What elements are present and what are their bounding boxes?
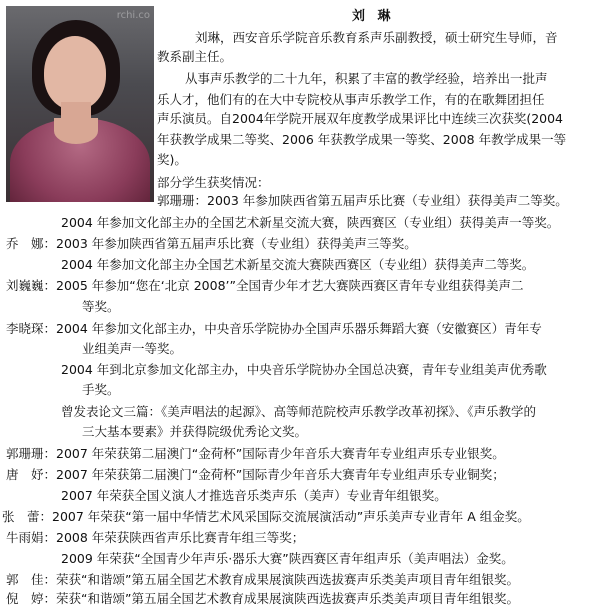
award-line: 郭珊珊：2003 年参加陕西省第五届声乐比赛（专业组）获得美声二等奖。 <box>157 193 568 208</box>
bio-line: 教系副主任。 <box>157 49 233 64</box>
award-line: 2004 年到北京参加文化部主办，中央音乐学院协办全国总决赛，青年专业组美声优秀歌 <box>61 362 547 377</box>
page-title: 刘 琳 <box>352 9 395 24</box>
award-line: 2004 年参加文化部主办的全国艺术新星交流大赛，陕西赛区（专业组）获得美声一等奖。 <box>61 215 560 230</box>
portrait-face <box>44 36 106 110</box>
award-line: 2004 年参加文化部主办全国艺术新星交流大赛陕西赛区（专业组）获得美声二等奖。 <box>61 257 535 272</box>
award-line: 业组美声一等奖。 <box>82 341 183 356</box>
awards-heading: 部分学生获奖情况： <box>157 175 270 190</box>
award-line: 乔 娜：2003 年参加陕西省第五届声乐比赛（专业组）获得美声三等奖。 <box>6 236 417 251</box>
award-line: 牛雨娟：2008 年荣获陕西省声乐比赛青年组三等奖； <box>6 530 305 545</box>
photo-watermark: rchi.co <box>116 10 150 21</box>
bio-line: 刘琳，西安音乐学院音乐教育系声乐副教授，硕士研究生导师，音 <box>195 30 558 45</box>
bio-line: 奖)。 <box>157 152 187 167</box>
award-line: 刘巍巍：2005 年参加“您在‘北京 2008’”全国青少年才艺大赛陕西赛区青年专业组获得美声二 <box>6 278 524 293</box>
portrait-collar <box>54 118 98 144</box>
bio-line: 从事声乐教学的二十九年，积累了丰富的教学经验，培养出一批声 <box>185 71 548 86</box>
award-line: 郭珊珊：2007 年荣获第二届澳门“金荷杯”国际青少年音乐大赛青年专业组声乐专业银奖。 <box>6 446 505 461</box>
award-line: 等奖。 <box>82 299 120 314</box>
award-line: 2007 年荣获全国义演人才推选音乐类声乐（美声）专业青年组银奖。 <box>61 488 447 503</box>
bio-line: 乐人才，他们有的在大中专院校从事声乐教学工作，有的在歌舞团担任 <box>157 92 545 107</box>
award-line: 倪 婷：荣获“和谐颂”第五届全国艺术教育成果展演陕西选拔赛声乐类美声项目青年组银奖。 <box>6 591 519 606</box>
bio-line: 年获教学成果二等奖、2006 年获教学成果一等奖、2008 年教学成果一等 <box>157 132 567 147</box>
award-line: 2009 年荣获“全国青少年声乐·器乐大赛”陕西赛区青年组声乐（美声唱法）金奖。 <box>61 551 514 566</box>
award-line: 手奖。 <box>82 382 120 397</box>
award-line: 唐 妤：2007 年荣获第二届澳门“金荷杯”国际青少年音乐大赛青年专业组声乐专业铜奖； <box>6 467 505 482</box>
publication-line: 三大基本要素》并获得院级优秀论文奖。 <box>82 424 308 439</box>
portrait-photo <box>6 6 154 202</box>
award-line: 郭 佳：荣获“和谐颂”第五届全国艺术教育成果展演陕西选拔赛声乐类美声项目青年组银奖。 <box>6 572 519 587</box>
publication-line: 曾发表论文三篇：《美声唱法的起源》、高等师范院校声乐教学改革初探》、《声乐教学的 <box>61 404 537 419</box>
bio-line: 声乐演员。自2004年学院开展双年度教学成果评比中连续三次获奖(2004 <box>157 111 564 126</box>
award-line: 张 蕾：2007 年荣获“第一届中华情艺术风采国际交流展演活动”声乐美声专业青年 A 组金奖。 <box>2 509 530 524</box>
award-line: 李晓琛：2004 年参加文化部主办，中央音乐学院协办全国声乐器乐舞蹈大赛（安徽赛区）青年专 <box>6 321 542 336</box>
